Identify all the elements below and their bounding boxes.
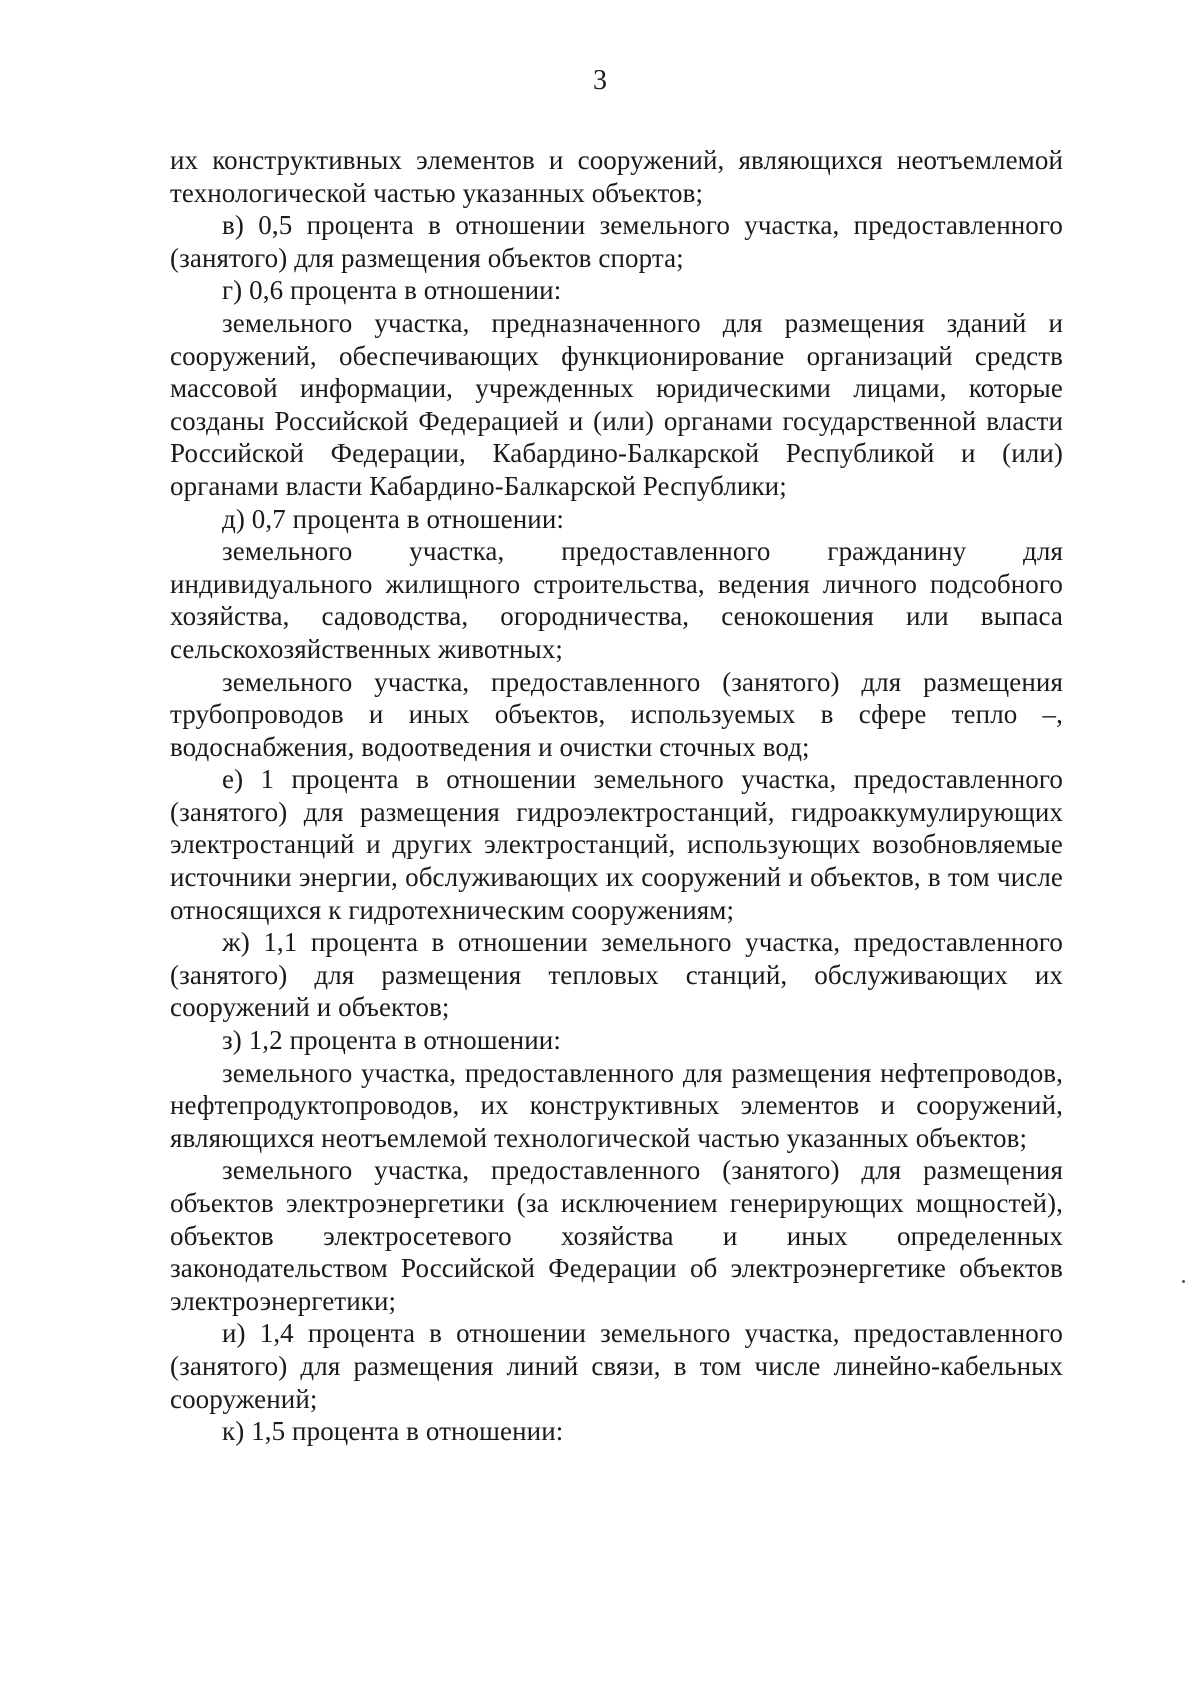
- paragraph: к) 1,5 процента в отношении:: [222, 1416, 564, 1447]
- paragraph: в) 0,5 процента в отношении земельного участка, предоставленного (занятого) для размещения объектов спорта;: [170, 210, 1063, 273]
- paragraph: и) 1,4 процента в отношении земельного участка, предоставленного (занятого) для размещения линий связи, в том числе линейно-кабельных сооружений;: [170, 1318, 1063, 1414]
- paragraph: з) 1,2 процента в отношении:: [222, 1025, 561, 1056]
- paragraph: земельного участка, предоставленного (занятого) для размещения трубопроводов и иных объектов, используемых в сфере тепло –, водоснабжения, водоотведения и очистки сточных вод;: [170, 666, 1063, 762]
- paragraph: земельного участка, предоставленного (занятого) для размещения объектов электроэнергетики (за исключением генерирующих мощностей), объектов электросетевого хозяйства и иных определенных законодательством Российской Федерации об электроэнергетике объектов электроэнергетики;: [170, 1155, 1063, 1316]
- paragraph: их конструктивных элементов и сооружений, являющихся неотъемлемой технологической частью указанных объектов;: [170, 145, 1063, 208]
- paragraph: г) 0,6 процента в отношении:: [222, 275, 562, 306]
- scan-speck: [1182, 1280, 1185, 1283]
- paragraph: земельного участка, предоставленного для размещения нефтепроводов, нефтепродуктопроводов, их конструктивных элементов и сооружений, являющихся неотъемлемой технологической частью указанных объектов;: [170, 1057, 1063, 1153]
- document-body: [170, 144, 1063, 1448]
- paragraph: ж) 1,1 процента в отношении земельного участка, предоставленного (занятого) для размещения тепловых станций, обслуживающих их сооружений и объектов;: [170, 927, 1063, 1023]
- page-number: 3: [593, 65, 607, 96]
- paragraph: земельного участка, предназначенного для размещения зданий и сооружений, обеспечивающих функционирование организаций средств массовой информации, учрежденных юридическими лицами, которые созданы Российской Федерацией и (или) органами государственной власти Российской Федерации, Кабардино-Балкарской Республикой и (или) органами власти Кабардино-Балкарской Республики;: [170, 307, 1063, 501]
- paragraph: земельного участка, предоставленного гражданину для индивидуального жилищного строительства, ведения личного подсобного хозяйства, садоводства, огородничества, сенокошения или выпаса сельскохозяйственных животных;: [170, 536, 1063, 664]
- paragraph: д) 0,7 процента в отношении:: [222, 503, 564, 534]
- paragraph: е) 1 процента в отношении земельного участка, предоставленного (занятого) для размещения гидроэлектростанций, гидроаккумулирующих электростанций и других электростанций, использующих возобновляемые источники энергии, обслуживающих их сооружений и объектов, в том числе относящихся к гидротехническим сооружениям;: [170, 764, 1063, 925]
